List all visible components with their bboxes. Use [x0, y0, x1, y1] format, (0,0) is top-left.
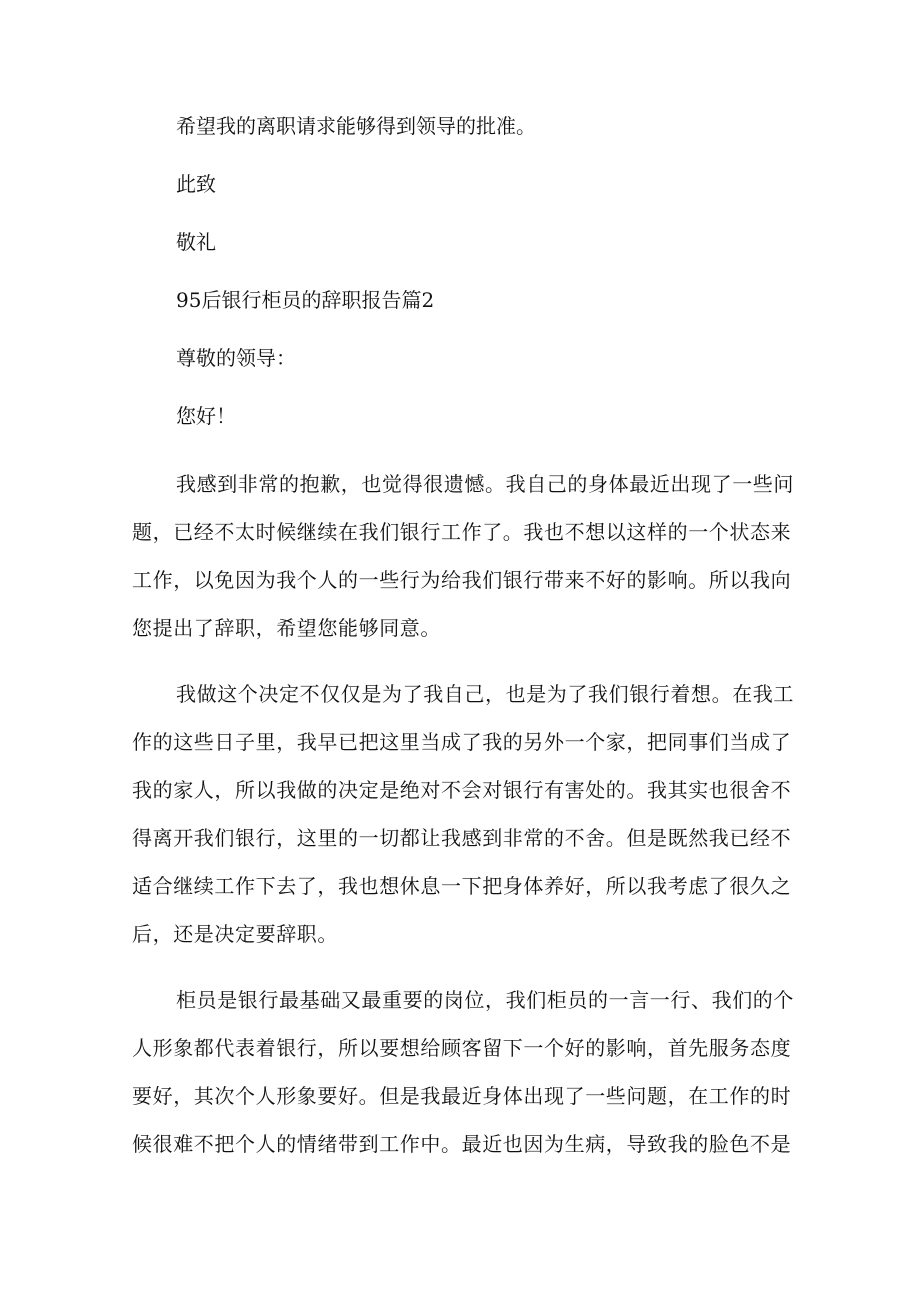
document-page: [132, 112, 794, 1186]
paragraph-line: 得离开我们银行，这里的一切都让我感到非常的不舍。但是既然我已经不: [132, 826, 792, 850]
paragraph-teller-role: [132, 976, 794, 1168]
paragraph-line: 柜员是银行最基础又最重要的岗位，我们柜员的一言一行、我们的个: [176, 988, 794, 1012]
approval-line: 希望我的离职请求能够得到领导的批准。: [176, 114, 536, 138]
paragraph-line: 作的这些日子里，我早已把这里当成了我的另外一个家，把同事们当成了: [132, 730, 792, 754]
paragraph-line: 后，还是决定要辞职。: [132, 922, 338, 946]
closing-jingli: 敬礼: [176, 230, 216, 254]
paragraph-line: 要好，其次个人形象要好。但是我最近身体出现了一些问题，在工作的时: [132, 1084, 792, 1108]
paragraph-line: 人形象都代表着银行，所以要想给顾客留下一个好的影响，首先服务态度: [132, 1036, 792, 1060]
closing-cizhi: 此致: [176, 172, 216, 196]
paragraph-line: 题，已经不太时候继续在我们银行工作了。我也不想以这样的一个状态来: [132, 520, 792, 544]
paragraph-line: 我做这个决定不仅仅是为了我自己，也是为了我们银行着想。在我工: [176, 682, 794, 706]
salutation: 尊敬的领导：: [176, 346, 296, 370]
paragraph-decision: [132, 670, 794, 958]
paragraph-line: 我感到非常的抱歉，也觉得很遗憾。我自己的身体最近出现了一些问: [176, 472, 794, 496]
paragraph-line: 您提出了辞职，希望您能够同意。: [132, 616, 441, 640]
greeting: 您好！: [176, 404, 236, 428]
paragraph-line: 候很难不把个人的情绪带到工作中。最近也因为生病，导致我的脸色不是: [132, 1132, 792, 1156]
section-heading: 95后银行柜员的辞职报告篇2: [176, 288, 435, 312]
paragraph-line: 适合继续工作下去了，我也想休息一下把身体养好，所以我考虑了很久之: [132, 874, 792, 898]
paragraph-line: 工作，以免因为我个人的一些行为给我们银行带来不好的影响。所以我向: [132, 568, 792, 592]
paragraph-apology: [132, 460, 794, 652]
paragraph-line: 我的家人，所以我做的决定是绝对不会对银行有害处的。我其实也很舍不: [132, 778, 792, 802]
